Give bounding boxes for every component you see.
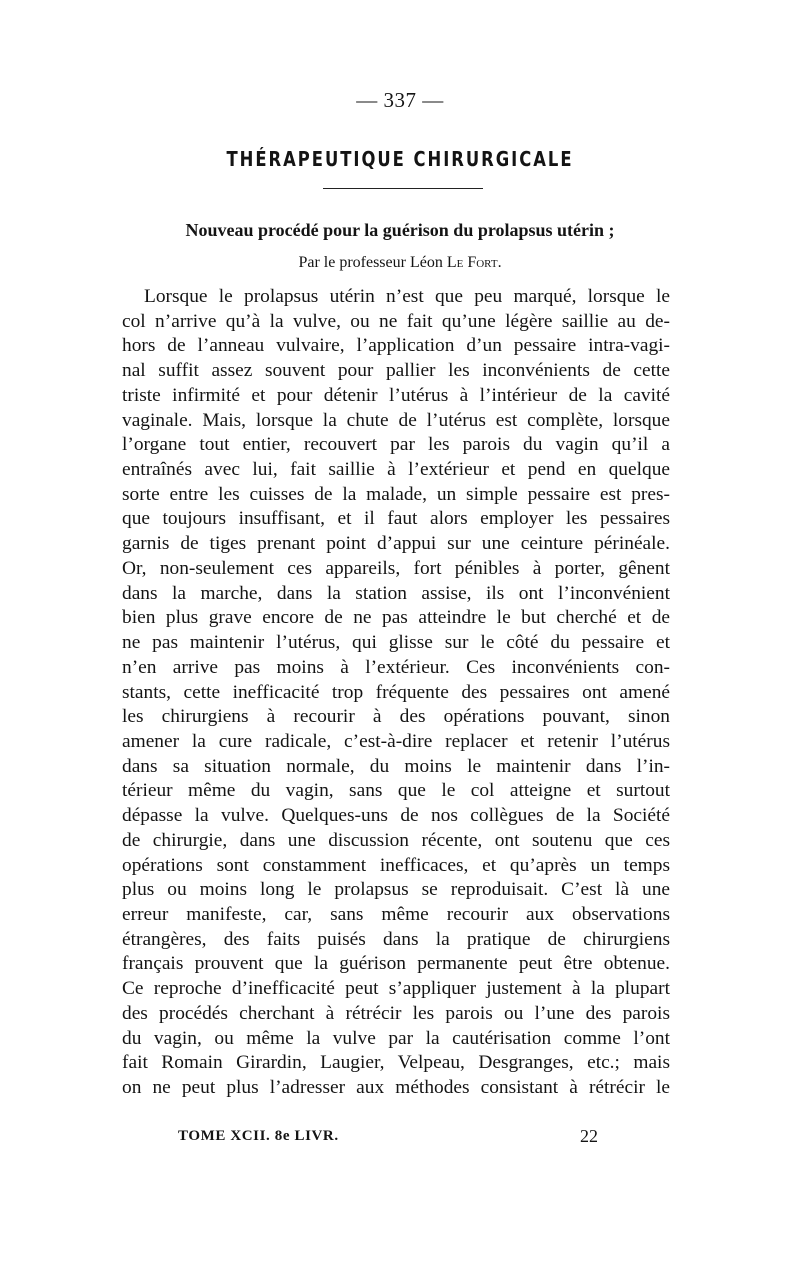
byline <box>0 254 800 272</box>
volume-signature: TOME XCII. 8e LIVR. <box>178 1128 339 1144</box>
title-divider <box>323 188 483 189</box>
text-line: Lorsque le prolapsus utérin n’est que peu marqué, lorsque le <box>144 286 670 307</box>
text-line: garnis de tiges prenant point d’appui sur une ceinture périnéale. <box>122 533 670 555</box>
text-line: plus ou moins long le prolapsus se reproduisait. C’est là une <box>122 879 670 901</box>
byline-suffix: . <box>497 254 502 271</box>
author-name: Le Fort <box>446 254 498 271</box>
text-line: bien plus grave encore de ne pas atteindre le but cherché et de <box>122 607 670 629</box>
sheet-number: 22 <box>580 1126 598 1146</box>
text-line: opérations sont constamment inefficaces, et qu’après un temps <box>122 854 670 876</box>
text-line: dépasse la vulve. Quelques-uns de nos collègues de la Société <box>122 805 670 827</box>
text-line: fait Romain Girardin, Laugier, Velpeau, Desgranges, etc.; mais <box>122 1052 670 1074</box>
text-line: amener la cure radicale, c’est-à-dire replacer et retenir l’utérus <box>122 730 670 752</box>
text-line: étrangères, des faits puisés dans la pratique de chirurgiens <box>122 928 670 950</box>
text-line: Ce reproche d’inefficacité peut s’appliquer justement à la plupart <box>122 978 670 1000</box>
text-line: hors de l’anneau vulvaire, l’application d’un pessaire intra-vagi- <box>122 335 670 357</box>
page-number: — 337 — <box>356 88 444 112</box>
text-line: térieur même du vagin, sans que le col atteigne et surtout <box>122 780 670 802</box>
text-line: on ne peut plus l’adresser aux méthodes consistant à rétrécir le <box>122 1077 670 1098</box>
text-line: triste infirmité et pour détenir l’utérus à l’intérieur de la cavité <box>122 384 670 406</box>
article-title: Nouveau procédé pour la guérison du prolapsus utérin ; <box>185 220 615 240</box>
body-text <box>122 285 670 1101</box>
byline-prefix: Par le professeur Léon <box>298 254 447 271</box>
text-line: col n’arrive qu’à la vulve, ou ne fait qu’une légère saillie au de- <box>122 310 670 332</box>
text-line: Or, non-seulement ces appareils, fort pénibles à porter, gênent <box>122 557 670 579</box>
text-line: l’organe tout entier, recouvert par les parois du vagin qu’il a <box>122 434 670 456</box>
text-line: nal suffit assez souvent pour pallier les inconvénients de cette <box>122 360 670 382</box>
text-line: du vagin, ou même la vulve par la cautérisation comme l’ont <box>122 1027 670 1049</box>
text-line: n’en arrive pas moins à l’extérieur. Ces inconvénients con- <box>122 656 670 678</box>
text-line: de chirurgie, dans une discussion récente, ont soutenu que ces <box>122 829 670 851</box>
text-line: ne pas maintenir l’utérus, qui glisse sur le côté du pessaire et <box>122 632 670 654</box>
text-line: dans la marche, dans la station assise, ils ont l’inconvénient <box>122 582 670 604</box>
section-title: THÉRAPEUTIQUE CHIRURGICALE <box>226 147 574 171</box>
text-line: vaginale. Mais, lorsque la chute de l’utérus est complète, lorsque <box>122 409 670 431</box>
text-line: entraînés avec lui, fait saillie à l’extérieur et pend en quelque <box>122 459 670 481</box>
text-line: français prouvent que la guérison permanente peut être obtenue. <box>122 953 670 975</box>
text-line: les chirurgiens à recourir à des opérations pouvant, sinon <box>122 706 670 728</box>
text-line: des procédés cherchant à rétrécir les parois ou l’une des parois <box>122 1002 670 1024</box>
text-line: stants, cette inefficacité trop fréquente des pessaires ont amené <box>122 681 670 703</box>
text-line: sorte entre les cuisses de la malade, un simple pessaire est pres- <box>122 483 670 505</box>
text-line: dans sa situation normale, du moins le maintenir dans l’in- <box>122 755 670 777</box>
text-line: que toujours insuffisant, et il faut alors employer les pessaires <box>122 508 670 530</box>
text-line: erreur manifeste, car, sans même recourir aux observations <box>122 903 670 925</box>
